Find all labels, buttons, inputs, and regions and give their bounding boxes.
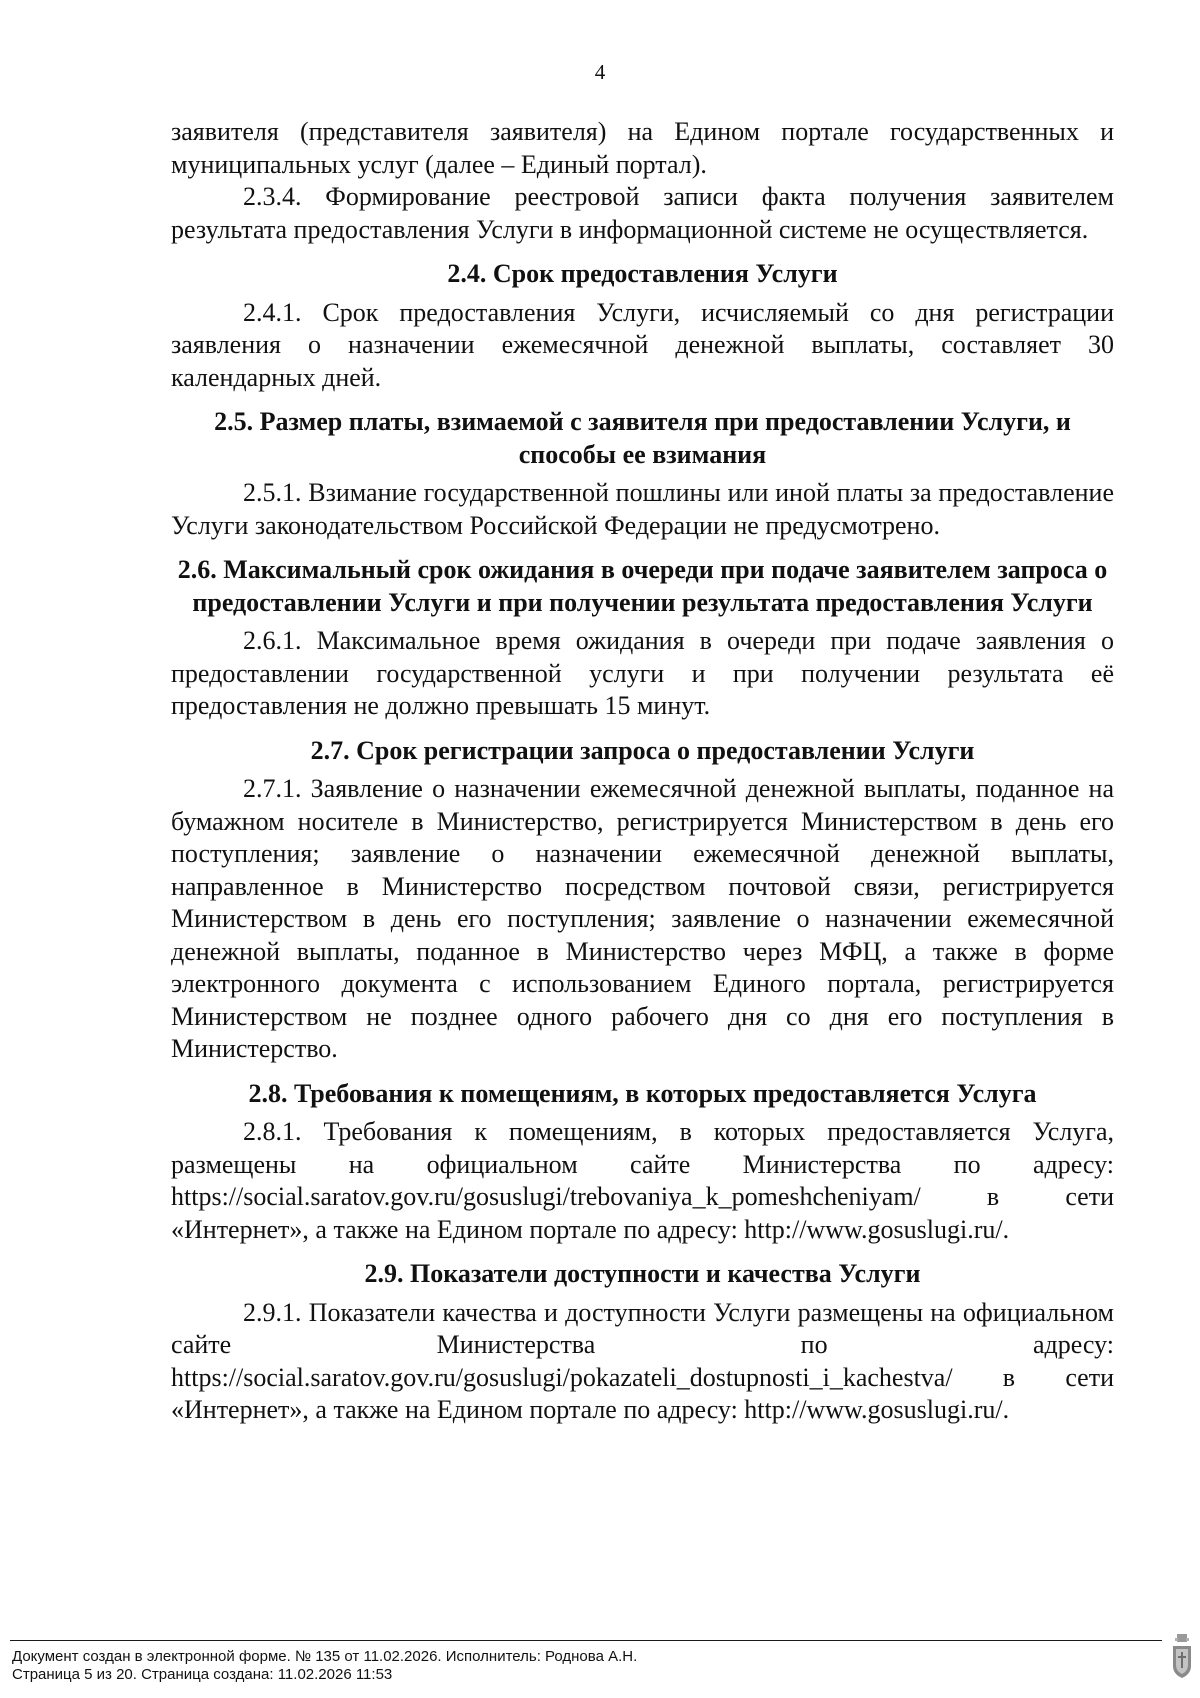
paragraph-2-3-4: 2.3.4. Формирование реестровой записи факта получения заявителем результата предоставления Услуги в информационной системе не осуществляется. — [171, 182, 1114, 244]
paragraph-2-7-1: 2.7.1. Заявление о назначении ежемесячной денежной выплаты, поданное на бумажном носителе в Министерство, регистрируется Министерством в день его поступления; заявление о назначении ежемесячной денежной выплаты, направленное в Министерство посредством почтовой связи, регистрируется Министерством в день его поступления; заявление о назначении ежемесячной денежной выплаты, поданное в Министерство через МФЦ, а также в форме электронного документа с использованием Единого портала, регистрируется Министерством не позднее одного рабочего дня со дня его поступления в Министерство. — [171, 774, 1114, 1063]
paragraph-2-4-1: 2.4.1. Срок предоставления Услуги, исчисляемый со дня регистрации заявления о назначении ежемесячной денежной выплаты, составляет 30 календарных дней. — [171, 297, 1114, 392]
paragraph-2-6-1: 2.6.1. Максимальное время ожидания в очереди при подаче заявления о предоставлении государственной услуги и при получении результата её предоставления не должно превышать 15 минут. — [171, 626, 1114, 720]
page-number: 4 — [594, 60, 606, 84]
paragraph-2-5-1: 2.5.1. Взимание государственной пошлины или иной платы за предоставление Услуги законодательством Российской Федерации не предусмотрено. — [171, 478, 1114, 540]
paragraph-applicant-portal: заявителя (представителя заявителя) на Едином портале государственных и муниципальных услуг (далее – Единый портал). — [171, 117, 1114, 179]
heading-2-9: 2.9. Показатели доступности и качества Услуги — [364, 1259, 921, 1288]
heading-2-7: 2.7. Срок регистрации запроса о предоставлении Услуги — [310, 735, 975, 765]
paragraph-2-9-1: 2.9.1. Показатели качества и доступности Услуги размещены на официальном сайте Министерства по адресу: https://social.saratov.gov.ru/gosuslugi/pokazateli_dostupnosti_i_kachestva/ в сети «Интернет», а также на Едином портале по адресу: http://www.gosuslugi.ru/. — [171, 1297, 1114, 1424]
footer-page-info: Страница 5 из 20. Страница создана: 11.02.2026 11:53 — [12, 1666, 393, 1683]
heading-2-5: 2.5. Размер платы, взимаемой с заявителя при предоставлении Услуги, и способы ее взимания — [214, 407, 1071, 469]
heading-2-6: 2.6. Максимальный срок ожидания в очереди при подаче заявителем запроса о предоставлении Услуги и при получении результата предоставления Услуги — [177, 555, 1108, 617]
heading-2-8: 2.8. Требования к помещениям, в которых предоставляется Услуга — [248, 1078, 1037, 1108]
footer-divider — [10, 1640, 1162, 1641]
footer-document-info: Документ создан в электронной форме. № 135 от 11.02.2026. Исполнитель: Роднова А.Н. — [12, 1648, 638, 1665]
coat-of-arms-icon — [1170, 1632, 1194, 1694]
heading-2-4: 2.4. Срок предоставления Услуги — [447, 259, 838, 288]
document-footer — [12, 1648, 637, 1684]
document-body — [171, 116, 1114, 1427]
paragraph-2-8-1: 2.8.1. Требования к помещениям, в которых предоставляется Услуга, размещены на официальном сайте Министерства по адресу: https://social.saratov.gov.ru/gosuslugi/trebovaniya_k_pomeshcheniyam/ в сети «Интернет», а также на Едином портале по адресу: http://www.gosuslugi.ru/. — [171, 1117, 1114, 1244]
